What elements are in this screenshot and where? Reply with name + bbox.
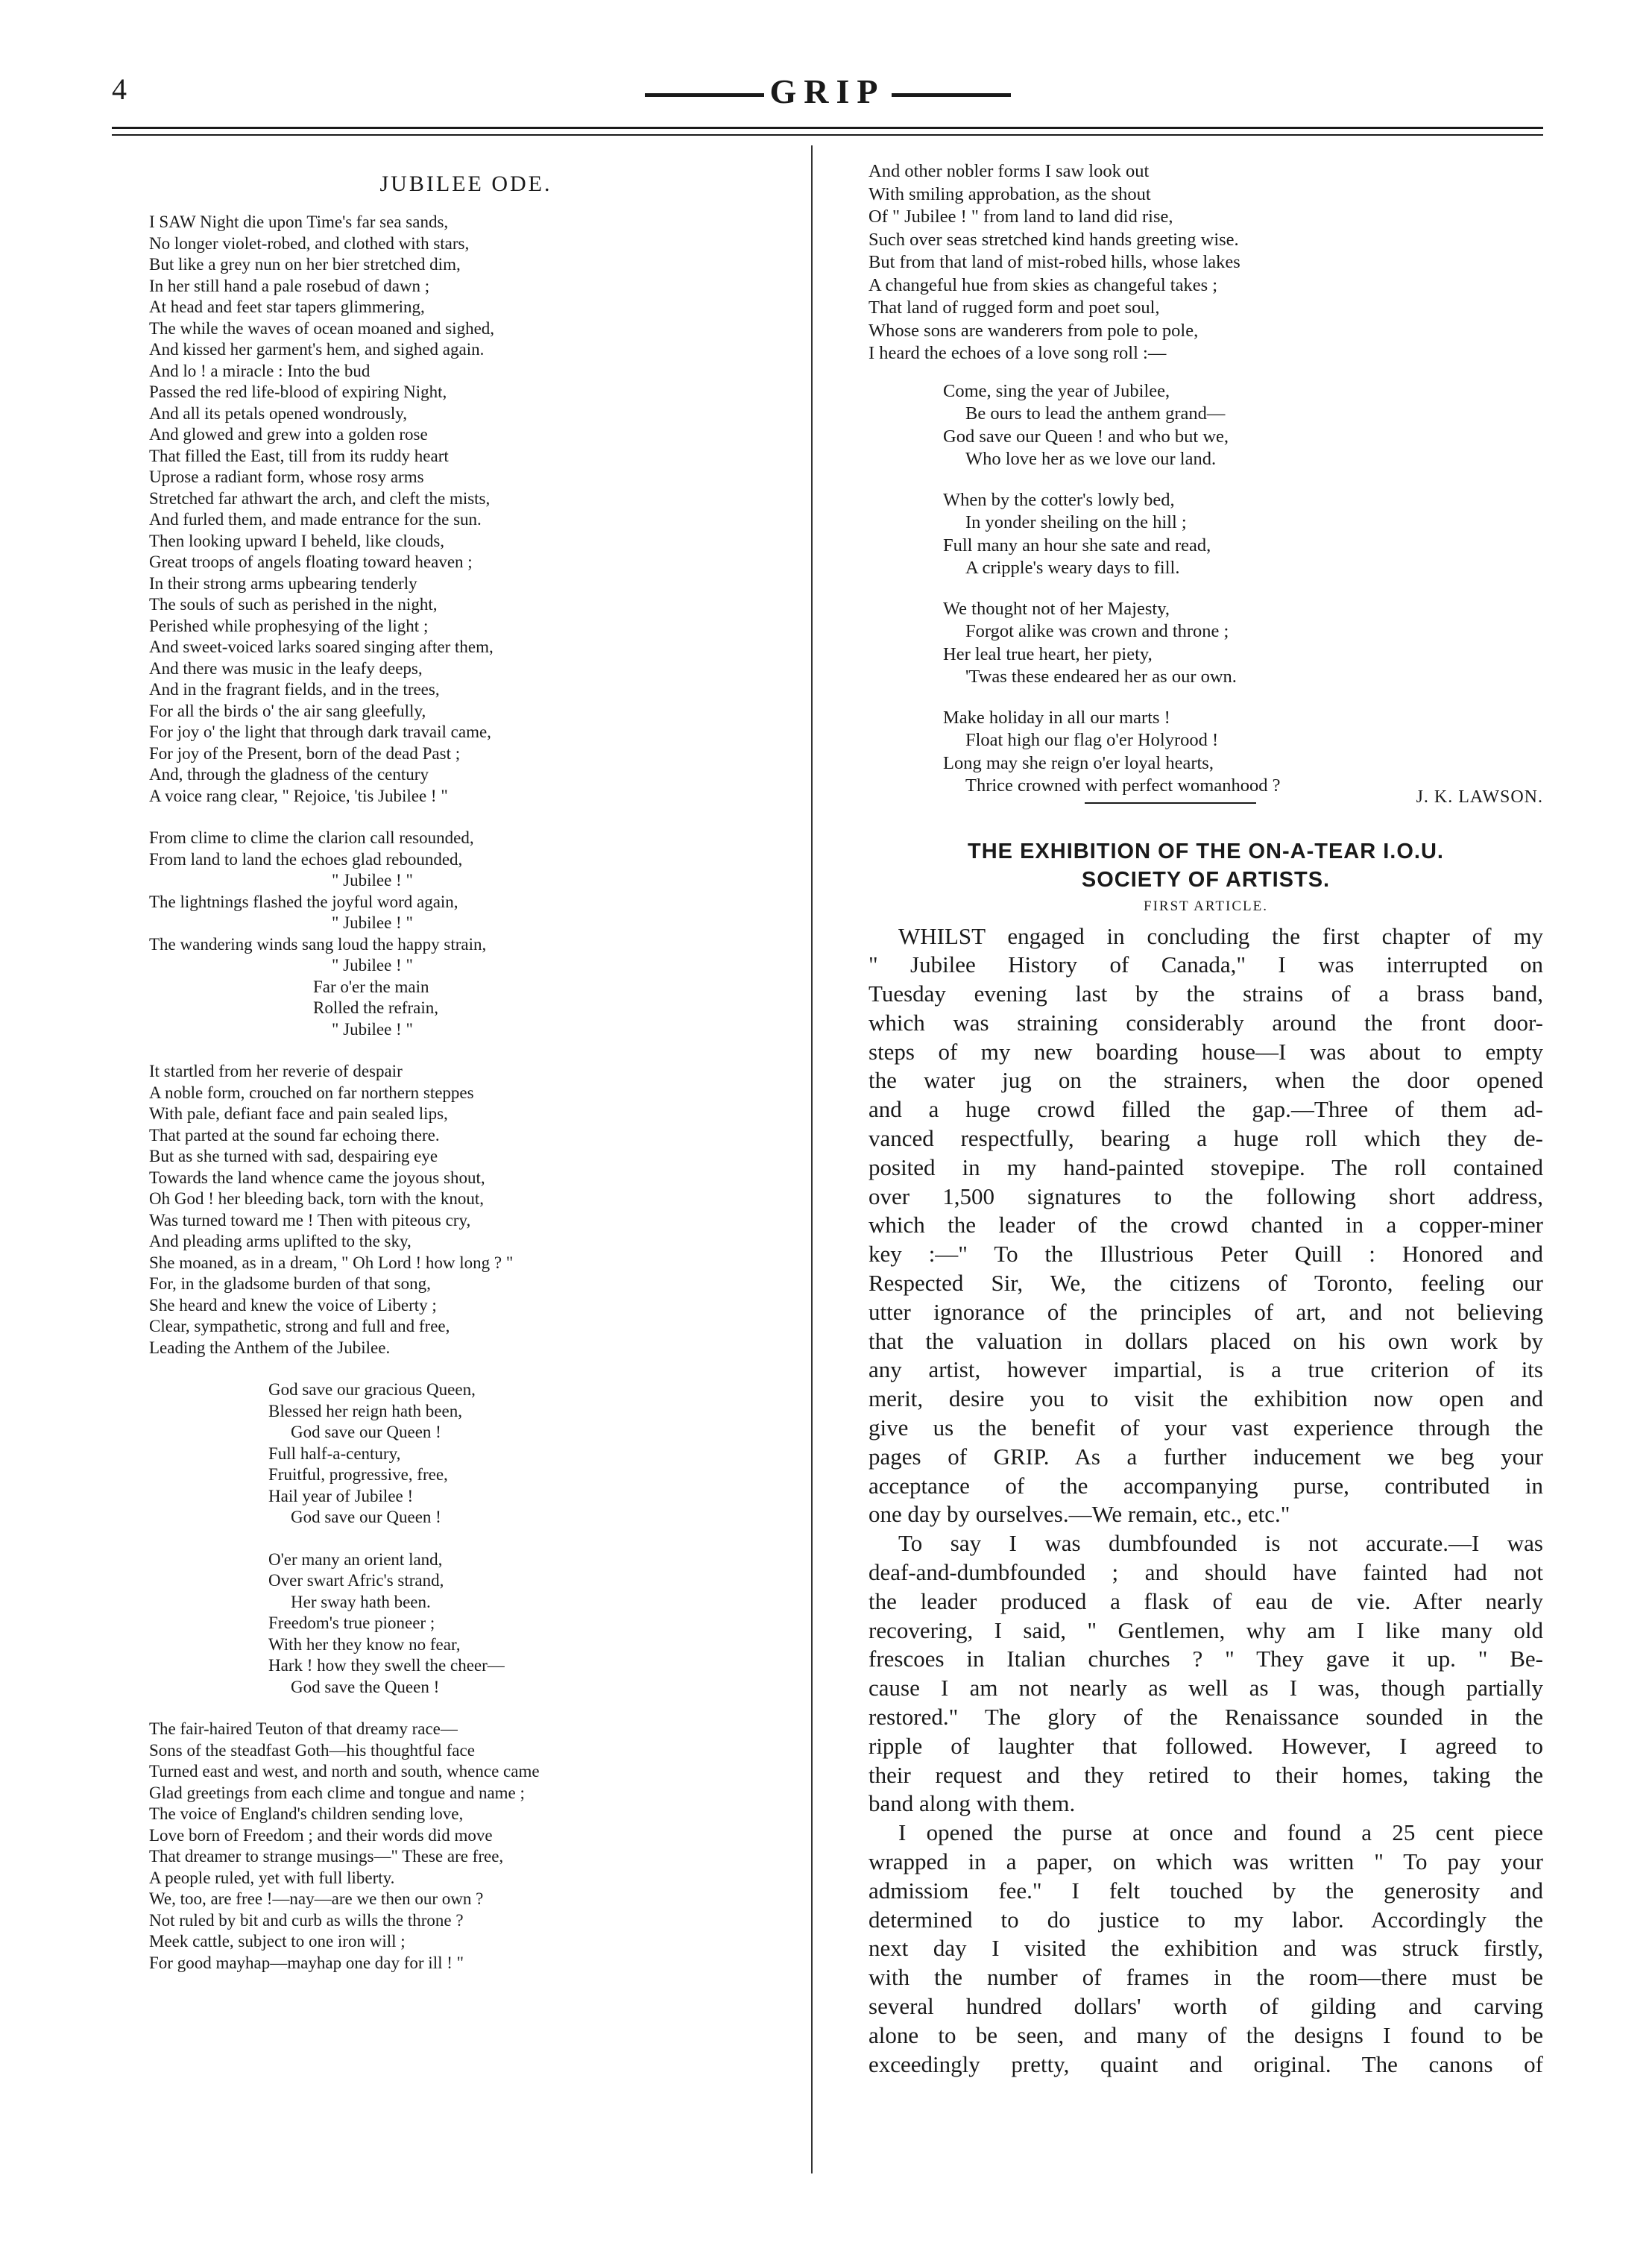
poem-line: For all the birds o' the air sang gleefully,: [149, 701, 426, 720]
article-line: give us the benefit of your vast experience through the: [868, 1414, 1543, 1441]
poem-line: And in the fragrant fields, and in the trees,: [149, 680, 440, 699]
article-line: band along with them.: [868, 1790, 1076, 1817]
poem-line: Full many an hour she sate and read,: [943, 535, 1211, 555]
poem-line: Uprose a radiant form, whose rosy arms: [149, 468, 424, 486]
poem-line: The fair-haired Teuton of that dreamy race—: [149, 1719, 458, 1738]
poem-line: " Jubilee ! ": [332, 1019, 413, 1039]
article-line: pages of GRIP. As a further inducement we beg your: [868, 1443, 1543, 1470]
poem-line: And lo ! a miracle : Into the bud: [149, 361, 371, 380]
poem-stanza: [868, 160, 1543, 365]
poem-line: Love born of Freedom ; and their words did move: [149, 1825, 493, 1845]
article-title-line: THE EXHIBITION OF THE ON-A-TEAR I.O.U.: [968, 839, 1444, 863]
article-line: posited in my hand-painted stovepipe. The roll contained: [868, 1153, 1543, 1180]
poem-line: Blessed her reign hath been,: [268, 1401, 462, 1420]
masthead-title-wrap: [596, 72, 1059, 111]
header-rule: [112, 127, 1543, 129]
masthead-title: GRIP: [769, 72, 886, 110]
article-line: Respected Sir, We, the citizens of Toronto, feeling our: [868, 1270, 1543, 1297]
poem-line: Towards the land whence came the joyous shout,: [149, 1168, 485, 1187]
article-paragraph: [868, 922, 1543, 1530]
article-line: with the number of frames in the room—there must be: [868, 1964, 1543, 1991]
article-line: several hundred dollars' worth of gilding and carving: [868, 1992, 1543, 2019]
header-rule-secondary: [112, 134, 1543, 136]
poem-line: Her leal true heart, her piety,: [943, 643, 1153, 664]
poem-line: For, in the gladsome burden of that song,: [149, 1274, 431, 1293]
article-line: vanced respectfully, bearing a huge roll which they de-: [868, 1125, 1543, 1152]
poem-line: When by the cotter's lowly bed,: [943, 489, 1175, 510]
article-title: [868, 837, 1543, 894]
poem-line: That dreamer to strange musings—" These are free,: [149, 1847, 504, 1866]
poem-line: " Jubilee ! ": [332, 913, 413, 932]
article-line: determined to do justice to my labor. Accordingly the: [868, 1906, 1543, 1933]
article-line: ripple of laughter that followed. However, I agreed to: [868, 1732, 1543, 1759]
poem-stanza: [149, 1061, 783, 1359]
poem-line: Was turned toward me ! Then with piteous cry,: [149, 1210, 471, 1230]
poem-line: God save our Queen !: [291, 1423, 441, 1441]
article-line: steps of my new boarding house—I was about to empty: [868, 1038, 1543, 1065]
poem-line: I SAW Night die upon Time's far sea sands,: [149, 213, 449, 231]
poem-line: A noble form, crouched on far northern steppes: [149, 1083, 474, 1102]
poem-line: And there was music in the leafy deeps,: [149, 658, 423, 678]
poem-line: In her still hand a pale rosebud of dawn ;: [149, 276, 430, 295]
poem-line: But like a grey nun on her bier stretched dim,: [149, 255, 461, 274]
song-stanza: [868, 707, 1543, 798]
poem-line: " Jubilee ! ": [332, 871, 413, 890]
article-line: next day I visited the exhibition and was struck firstly,: [868, 1935, 1543, 1962]
poem-line: With pale, defiant face and pain sealed lips,: [149, 1104, 448, 1123]
poem-line: Hark ! how they swell the cheer—: [268, 1656, 505, 1675]
poem-title: JUBILEE ODE.: [379, 171, 552, 196]
poem-line: It startled from her reverie of despair: [149, 1062, 403, 1080]
article-paragraph: [868, 1529, 1543, 1819]
poem-line: Great troops of angels floating toward heaven ;: [149, 553, 473, 571]
poem-line: Leading the Anthem of the Jubilee.: [149, 1338, 391, 1357]
article-line: the leader produced a flask of eau de vie. After nearly: [868, 1587, 1543, 1614]
article-line: utter ignorance of the principles of art, and not believing: [868, 1298, 1543, 1325]
article-line: cause I am not nearly as well as I was, though partially: [868, 1675, 1543, 1701]
poem-line: Make holiday in all our marts !: [943, 707, 1170, 728]
article-line: restored." The glory of the Renaissance sounded in the: [868, 1704, 1543, 1731]
article-line: exceedingly pretty, quaint and original. The canons of: [868, 2050, 1543, 2077]
poem-line: Sons of the steadfast Goth—his thoughtful face: [149, 1740, 475, 1760]
anthem-stanza: [149, 1549, 783, 1699]
poem-line: A voice rang clear, " Rejoice, 'tis Jubilee ! ": [149, 786, 448, 805]
poem-line: God save our Queen ! and who but we,: [943, 426, 1229, 447]
article-line: I opened the purse at once and found a 25 cent piece: [898, 1819, 1543, 1846]
poem-line: Whose sons are wanderers from pole to pole,: [868, 320, 1199, 341]
poem-line: Come, sing the year of Jubilee,: [943, 380, 1170, 401]
article-line: merit, desire you to visit the exhibition now open and: [868, 1385, 1543, 1412]
poem-line: Full half-a-century,: [268, 1444, 401, 1463]
article-line: frescoes in Italian churches ? " They gave it up. " Be-: [868, 1646, 1543, 1672]
poem-line: Of " Jubilee ! " from land to land did rise,: [868, 207, 1173, 227]
article-line: wrapped in a paper, on which was written " To pay your: [868, 1848, 1543, 1874]
masthead: [112, 72, 1543, 110]
poem-line: Perished while prophesying of the light ;: [149, 616, 429, 635]
poem-signature: J. K. LAWSON.: [1416, 787, 1543, 807]
poem-line: For good mayhap—mayhap one day for ill ! ": [149, 1953, 464, 1972]
poem-line: O'er many an orient land,: [268, 1549, 443, 1569]
poem-line: Far o'er the main: [313, 977, 429, 996]
poem-line: Glad greetings from each clime and tongue and name ;: [149, 1783, 525, 1802]
poem-line: The lightnings flashed the joyful word again,: [149, 892, 458, 911]
poem-line: With smiling approbation, as the shout: [868, 183, 1151, 204]
poem-line: 'Twas these endeared her as our own.: [965, 667, 1237, 687]
article-line: over 1,500 signatures to the following short address,: [868, 1183, 1543, 1209]
poem-line: Be ours to lead the anthem grand—: [965, 403, 1226, 424]
article-line: To say I was dumbfounded is not accurate.—I was: [898, 1530, 1543, 1557]
song-stanza: [868, 380, 1543, 471]
poem-line: Meek cattle, subject to one iron will ;: [149, 1932, 406, 1951]
poem-stanza: [149, 828, 783, 1040]
poem-line: And furled them, and made entrance for the sun.: [149, 510, 482, 529]
poem-line: We, too, are free !—nay—are we then our own ?: [149, 1889, 484, 1908]
poem-line: Passed the red life-blood of expiring Night,: [149, 383, 447, 401]
poem-line: And pleading arms uplifted to the sky,: [149, 1232, 412, 1250]
article-line: " Jubilee History of Canada," I was interrupted on: [868, 951, 1543, 978]
poem-line: Turned east and west, and north and south, whence came: [149, 1762, 540, 1781]
poem-line: " Jubilee ! ": [332, 956, 413, 975]
poem-line: A people ruled, yet with full liberty.: [149, 1868, 395, 1887]
poem-line: At head and feet star tapers glimmering,: [149, 298, 425, 316]
poem-line: The while the waves of ocean moaned and sighed,: [149, 318, 495, 338]
poem-line: Hail year of Jubilee !: [268, 1486, 414, 1505]
masthead-ornament-left: [645, 93, 764, 97]
article-line: any artist, however impartial, is a true criterion of its: [868, 1356, 1543, 1383]
poem-line: In their strong arms upbearing tenderly: [149, 573, 417, 593]
article-line: admissiom fee." I felt touched by the generosity and: [868, 1877, 1543, 1904]
poem-line: That land of rugged form and poet soul,: [868, 298, 1160, 318]
poem-line: Freedom's true pioneer ;: [268, 1614, 435, 1632]
article-subtitle: FIRST ARTICLE.: [1144, 898, 1268, 914]
poem-line: In yonder sheiling on the hill ;: [965, 512, 1187, 532]
poem-line: God save our gracious Queen,: [268, 1380, 476, 1399]
poem-line: For joy o' the light that through dark travail came,: [149, 723, 491, 741]
poem-line: And sweet-voiced larks soared singing after them,: [149, 638, 494, 656]
poem-line: A cripple's weary days to fill.: [965, 558, 1180, 578]
poem-line: For joy of the Present, born of the dead Past ;: [149, 743, 461, 763]
poem-line: Such over seas stretched kind hands greeting wise.: [868, 229, 1239, 250]
poem-line: Clear, sympathetic, strong and full and free,: [149, 1317, 450, 1335]
poem-line: A changeful hue from skies as changeful takes ;: [868, 274, 1218, 295]
poem-line: Forgot alike was crown and throne ;: [965, 621, 1229, 641]
poem-line: Rolled the refrain,: [313, 998, 438, 1017]
poem-line: I heard the echoes of a love song roll :—: [868, 343, 1167, 363]
poem-line: With her they know no fear,: [268, 1634, 461, 1654]
article-line: which the leader of the crowd chanted in a copper-miner: [868, 1212, 1543, 1238]
song-stanza: [868, 598, 1543, 689]
article-line: that the valuation in dollars placed on his own work by: [868, 1327, 1543, 1354]
poem-line: God save the Queen !: [291, 1677, 440, 1696]
poem-line: Float high our flag o'er Holyrood !: [965, 730, 1219, 750]
song-stanza: [868, 489, 1543, 580]
article-line: and a huge crowd filled the gap.—Three of them ad-: [868, 1096, 1543, 1123]
poem-line: God save our Queen !: [291, 1508, 441, 1526]
poem-line: Fruitful, progressive, free,: [268, 1465, 448, 1484]
poem-line: And kissed her garment's hem, and sighed again.: [149, 340, 485, 359]
poem-stanza: [149, 212, 783, 807]
poem-line: And other nobler forms I saw look out: [868, 161, 1150, 181]
anthem-stanza: [149, 1379, 783, 1529]
poem-line: She heard and knew the voice of Liberty ;: [149, 1295, 437, 1315]
poem-line: And glowed and grew into a golden rose: [149, 425, 428, 444]
poem-line: Long may she reign o'er loyal hearts,: [943, 752, 1214, 773]
poem-line: From clime to clime the clarion call resounded,: [149, 828, 474, 847]
poem-stanza: [149, 1719, 783, 1974]
article-line: acceptance of the accompanying purse, contributed in: [868, 1472, 1543, 1499]
page-number: 4: [112, 72, 127, 106]
poem-line: Over swart Afric's strand,: [268, 1571, 444, 1590]
article-title-line: SOCIETY OF ARTISTS.: [1081, 867, 1331, 892]
article-line: deaf-and-dumbfounded ; and should have fainted had not: [868, 1559, 1543, 1586]
article-line: key :—" To the Illustrious Peter Quill : Honored and: [868, 1241, 1543, 1268]
article-line: which was straining considerably around the front door-: [868, 1009, 1543, 1036]
poem-line: Then looking upward I beheld, like clouds,: [149, 531, 445, 550]
poem-line: But as she turned with sad, despairing eye: [149, 1147, 438, 1165]
poem-line: From land to land the echoes glad rebounded,: [149, 849, 463, 869]
poem-line: But from that land of mist-robed hills, whose lakes: [868, 252, 1240, 272]
poem-line: And, through the gladness of the century: [149, 765, 429, 784]
poem-line: And all its petals opened wondrously,: [149, 403, 408, 423]
article-line: their request and they retired to their homes, taking the: [868, 1761, 1543, 1788]
poem-line: Thrice crowned with perfect womanhood ?: [965, 775, 1281, 796]
column-divider: [811, 145, 813, 2173]
poem-line: We thought not of her Majesty,: [943, 598, 1170, 619]
masthead-ornament-right: [892, 93, 1011, 97]
poem-line: The wandering winds sang loud the happy strain,: [149, 934, 487, 954]
article-line: one day by ourselves.—We remain, etc., etc.": [868, 1501, 1290, 1528]
poem-line: No longer violet-robed, and clothed with stars,: [149, 233, 470, 253]
article-line: recovering, I said, " Gentlemen, why am I like many old: [868, 1616, 1543, 1643]
poem-line: The voice of England's children sending love,: [149, 1804, 464, 1823]
poem-line: That parted at the sound far echoing there.: [149, 1125, 440, 1145]
poem-line: Who love her as we love our land.: [965, 449, 1217, 469]
poem-line: The souls of such as perished in the night,: [149, 595, 438, 614]
article-line: the water jug on the strainers, when the door opened: [868, 1067, 1543, 1094]
poem-line: Her sway hath been.: [291, 1592, 431, 1611]
article-paragraph: [868, 1819, 1543, 2079]
right-column: [868, 160, 1543, 2079]
left-column: [149, 171, 783, 1974]
article-line: alone to be seen, and many of the designs I found to be: [868, 2021, 1543, 2048]
poem-line: Not ruled by bit and curb as wills the throne ?: [149, 1910, 464, 1930]
poem-line: That filled the East, till from its ruddy heart: [149, 446, 449, 465]
poem-line: Oh God ! her bleeding back, torn with the knout,: [149, 1189, 485, 1208]
poem-line: Stretched far athwart the arch, and cleft the mists,: [149, 488, 491, 508]
poem-line: She moaned, as in a dream, " Oh Lord ! how long ? ": [149, 1253, 514, 1272]
article-line: WHILST engaged in concluding the first chapter of my: [898, 922, 1543, 949]
article-line: Tuesday evening last by the strains of a brass band,: [868, 980, 1543, 1007]
